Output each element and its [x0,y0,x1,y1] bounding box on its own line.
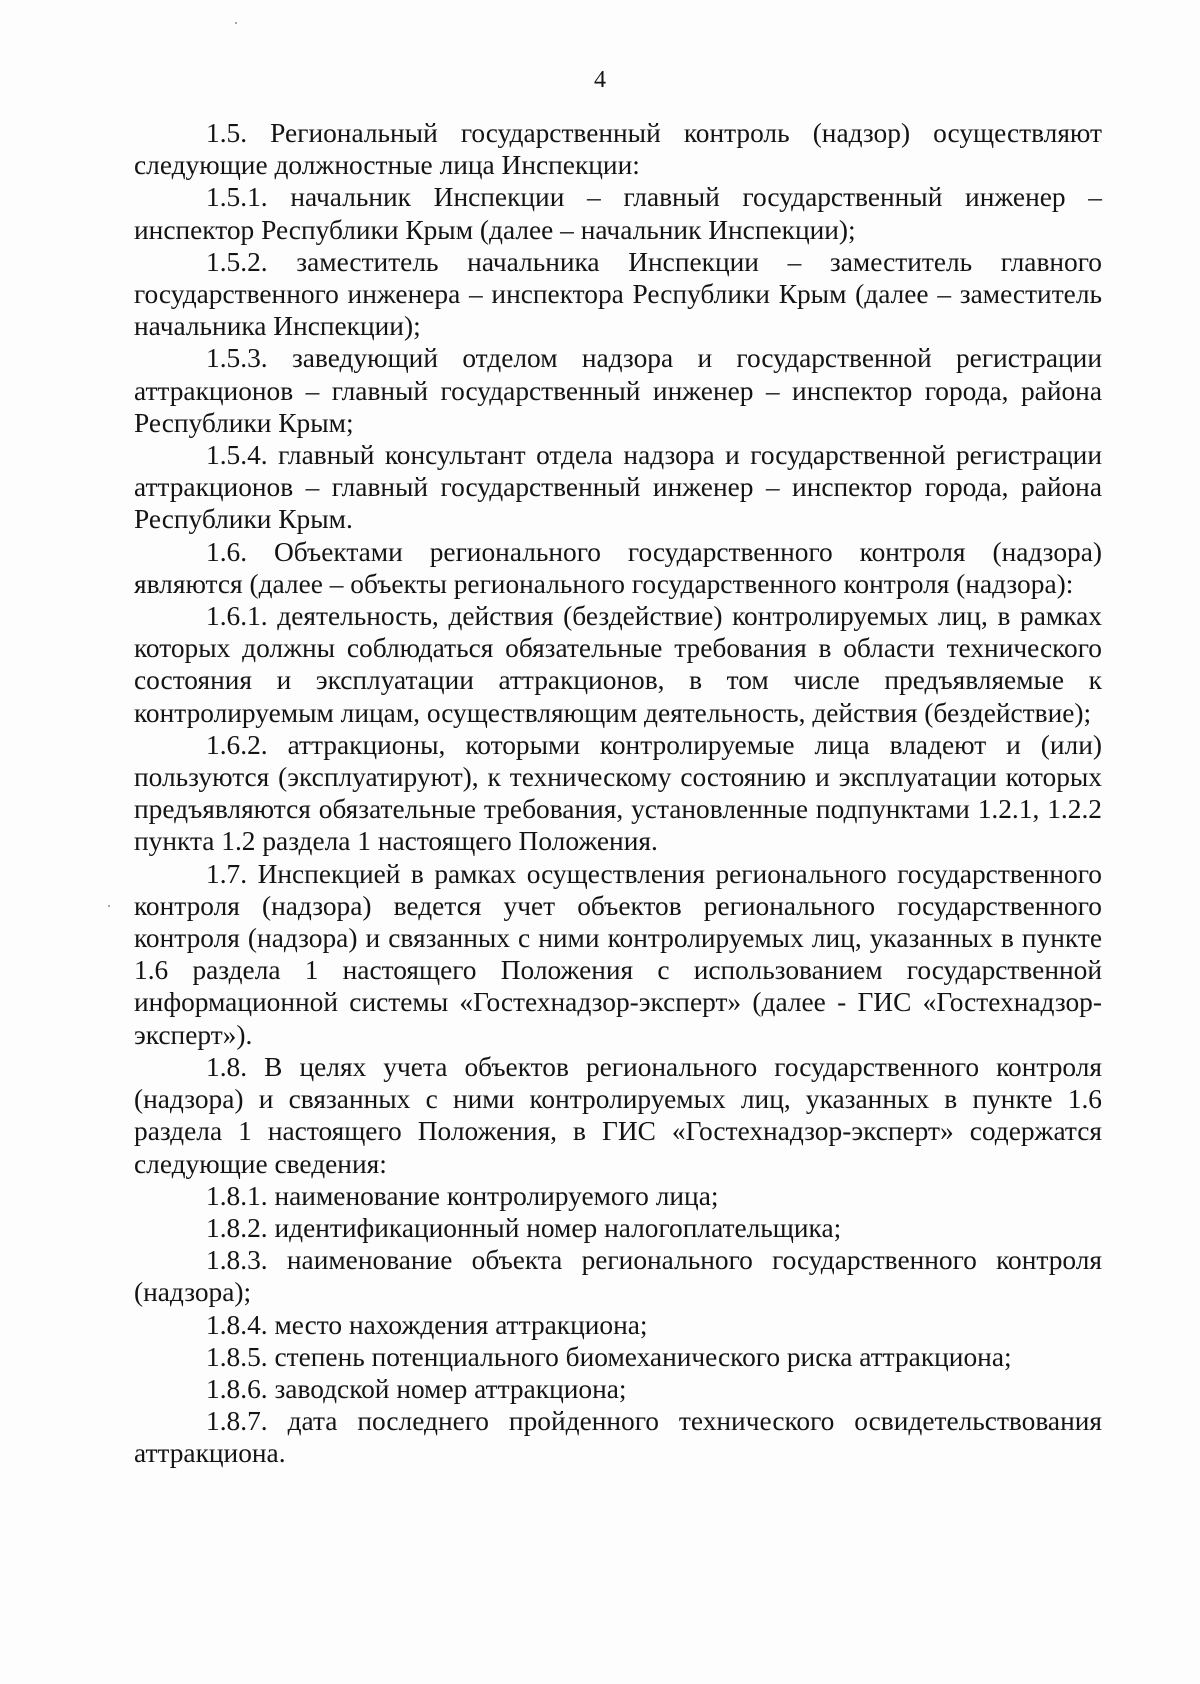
paragraph-1-6-1: 1.6.1. деятельность, действия (бездействие) контролируемых лиц, в рамках которых должны соблюдаться обязательные требования в области технического состояния и эксплуатации аттракционов, в том числе предъявляемые к контролируемым лицам, осуществляющим деятельность, действия (бездействие); [134,601,1102,728]
paragraph-1-5: 1.5. Региональный государственный контроль (надзор) осуществляют следующие должностные лица Инспекции: [134,118,1102,181]
scan-speck [108,905,110,907]
paragraph-1-5-3: 1.5.3. заведующий отделом надзора и государственной регистрации аттракционов – главный государственный инженер – инспектор города, района Республики Крым; [134,343,1102,438]
paragraph-1-7: 1.7. Инспекцией в рамках осуществления регионального государственного контроля (надзора) ведется учет объектов регионального государственного контроля (надзора) и связанных с ними контролируемых лиц, указанных в пункте 1.6 раздела 1 настоящего Положения с использованием государственной информационной системы «Гостехнадзор-эксперт» (далее - ГИС «Гостехнадзор-эксперт»). [134,858,1102,1050]
scan-speck [235,22,237,24]
paragraph-1-8-1: 1.8.1. наименование контролируемого лица; [206,1180,719,1211]
paragraph-1-8-3: 1.8.3. наименование объекта регионального государственного контроля (надзора); [134,1245,1102,1308]
document-body [134,117,1102,1470]
paragraph-1-8-4: 1.8.4. место нахождения аттракциона; [206,1309,648,1340]
paragraph-1-8-2: 1.8.2. идентификационный номер налогоплательщика; [206,1212,842,1243]
page-number: 4 [594,67,606,93]
paragraph-1-8: 1.8. В целях учета объектов регионального государственного контроля (надзора) и связанных с ними контролируемых лиц, указанных в пункте 1.6 раздела 1 настоящего Положения, в ГИС «Гостехнадзор-эксперт» содержатся следующие сведения: [134,1051,1102,1179]
paragraph-1-8-5: 1.8.5. степень потенциального биомеханического риска аттракциона; [206,1341,1012,1372]
paragraph-1-6: 1.6. Объектами регионального государственного контроля (надзора) являются (далее – объекты регионального государственного контроля (надзора): [134,536,1102,599]
paragraph-1-5-4: 1.5.4. главный консультант отдела надзора и государственной регистрации аттракционов – главный государственный инженер – инспектор города, района Республики Крым. [134,440,1102,535]
paragraph-1-6-2: 1.6.2. аттракционы, которыми контролируемые лица владеют и (или) пользуются (эксплуатируют), к техническому состоянию и эксплуатации которых предъявляются обязательные требования, установленные подпунктами 1.2.1, 1.2.2 пункта 1.2 раздела 1 настоящего Положения. [134,729,1102,857]
paragraph-1-5-2: 1.5.2. заместитель начальника Инспекции – заместитель главного государственного инженера – инспектора Республики Крым (далее – заместитель начальника Инспекции); [134,246,1102,342]
paragraph-1-8-7: 1.8.7. дата последнего пройденного технического освидетельствования аттракциона. [134,1406,1102,1469]
paragraph-1-8-6: 1.8.6. заводской номер аттракциона; [206,1373,627,1404]
paragraph-1-5-1: 1.5.1. начальник Инспекции – главный государственный инженер – инспектор Республики Крым (далее – начальник Инспекции); [134,182,1102,245]
